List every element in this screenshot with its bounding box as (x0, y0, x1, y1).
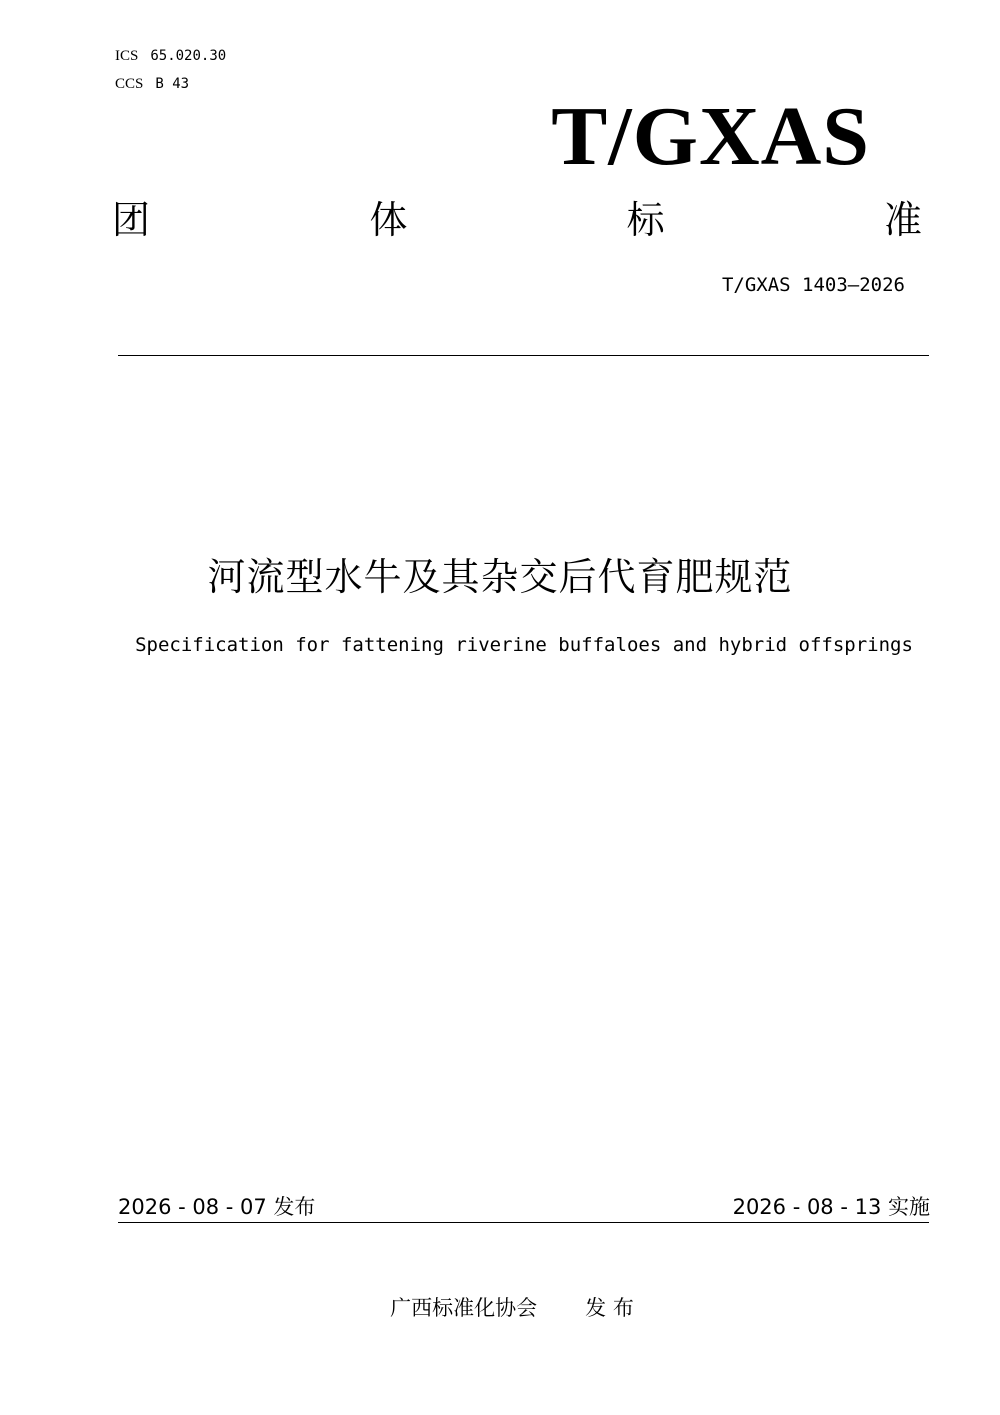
standard-type-char-4: 准 (883, 197, 922, 242)
standard-type (112, 192, 922, 240)
top-divider (118, 355, 929, 356)
publisher-name: 广西标准化协会 (390, 1296, 538, 1320)
ics-label: ICS (115, 48, 139, 64)
document-title-english: Specification for fattening riverine buffaloes and hybrid offsprings (135, 634, 913, 656)
ccs-value: B 43 (155, 76, 190, 92)
standard-type-char-1: 团 (112, 197, 151, 242)
publisher-action: 发 布 (585, 1296, 634, 1320)
ccs-code-row (115, 76, 189, 93)
standard-logo: T/GXAS (551, 90, 870, 183)
standard-type-char-3: 标 (626, 197, 665, 242)
issue-date: 2026 - 08 - 07 发布 (118, 1195, 316, 1219)
document-title-chinese: 河流型水牛及其杂交后代育肥规范 (207, 555, 793, 599)
publisher-line (0, 1292, 1000, 1322)
effective-date: 2026 - 08 - 13 实施 (732, 1195, 930, 1219)
standard-type-char-2: 体 (369, 197, 408, 242)
bottom-divider (118, 1222, 929, 1223)
standard-number: T/GXAS 1403—2026 (721, 274, 905, 296)
ccs-label: CCS (115, 76, 144, 92)
ics-code-row (115, 48, 226, 65)
ics-value: 65.020.30 (150, 48, 227, 64)
